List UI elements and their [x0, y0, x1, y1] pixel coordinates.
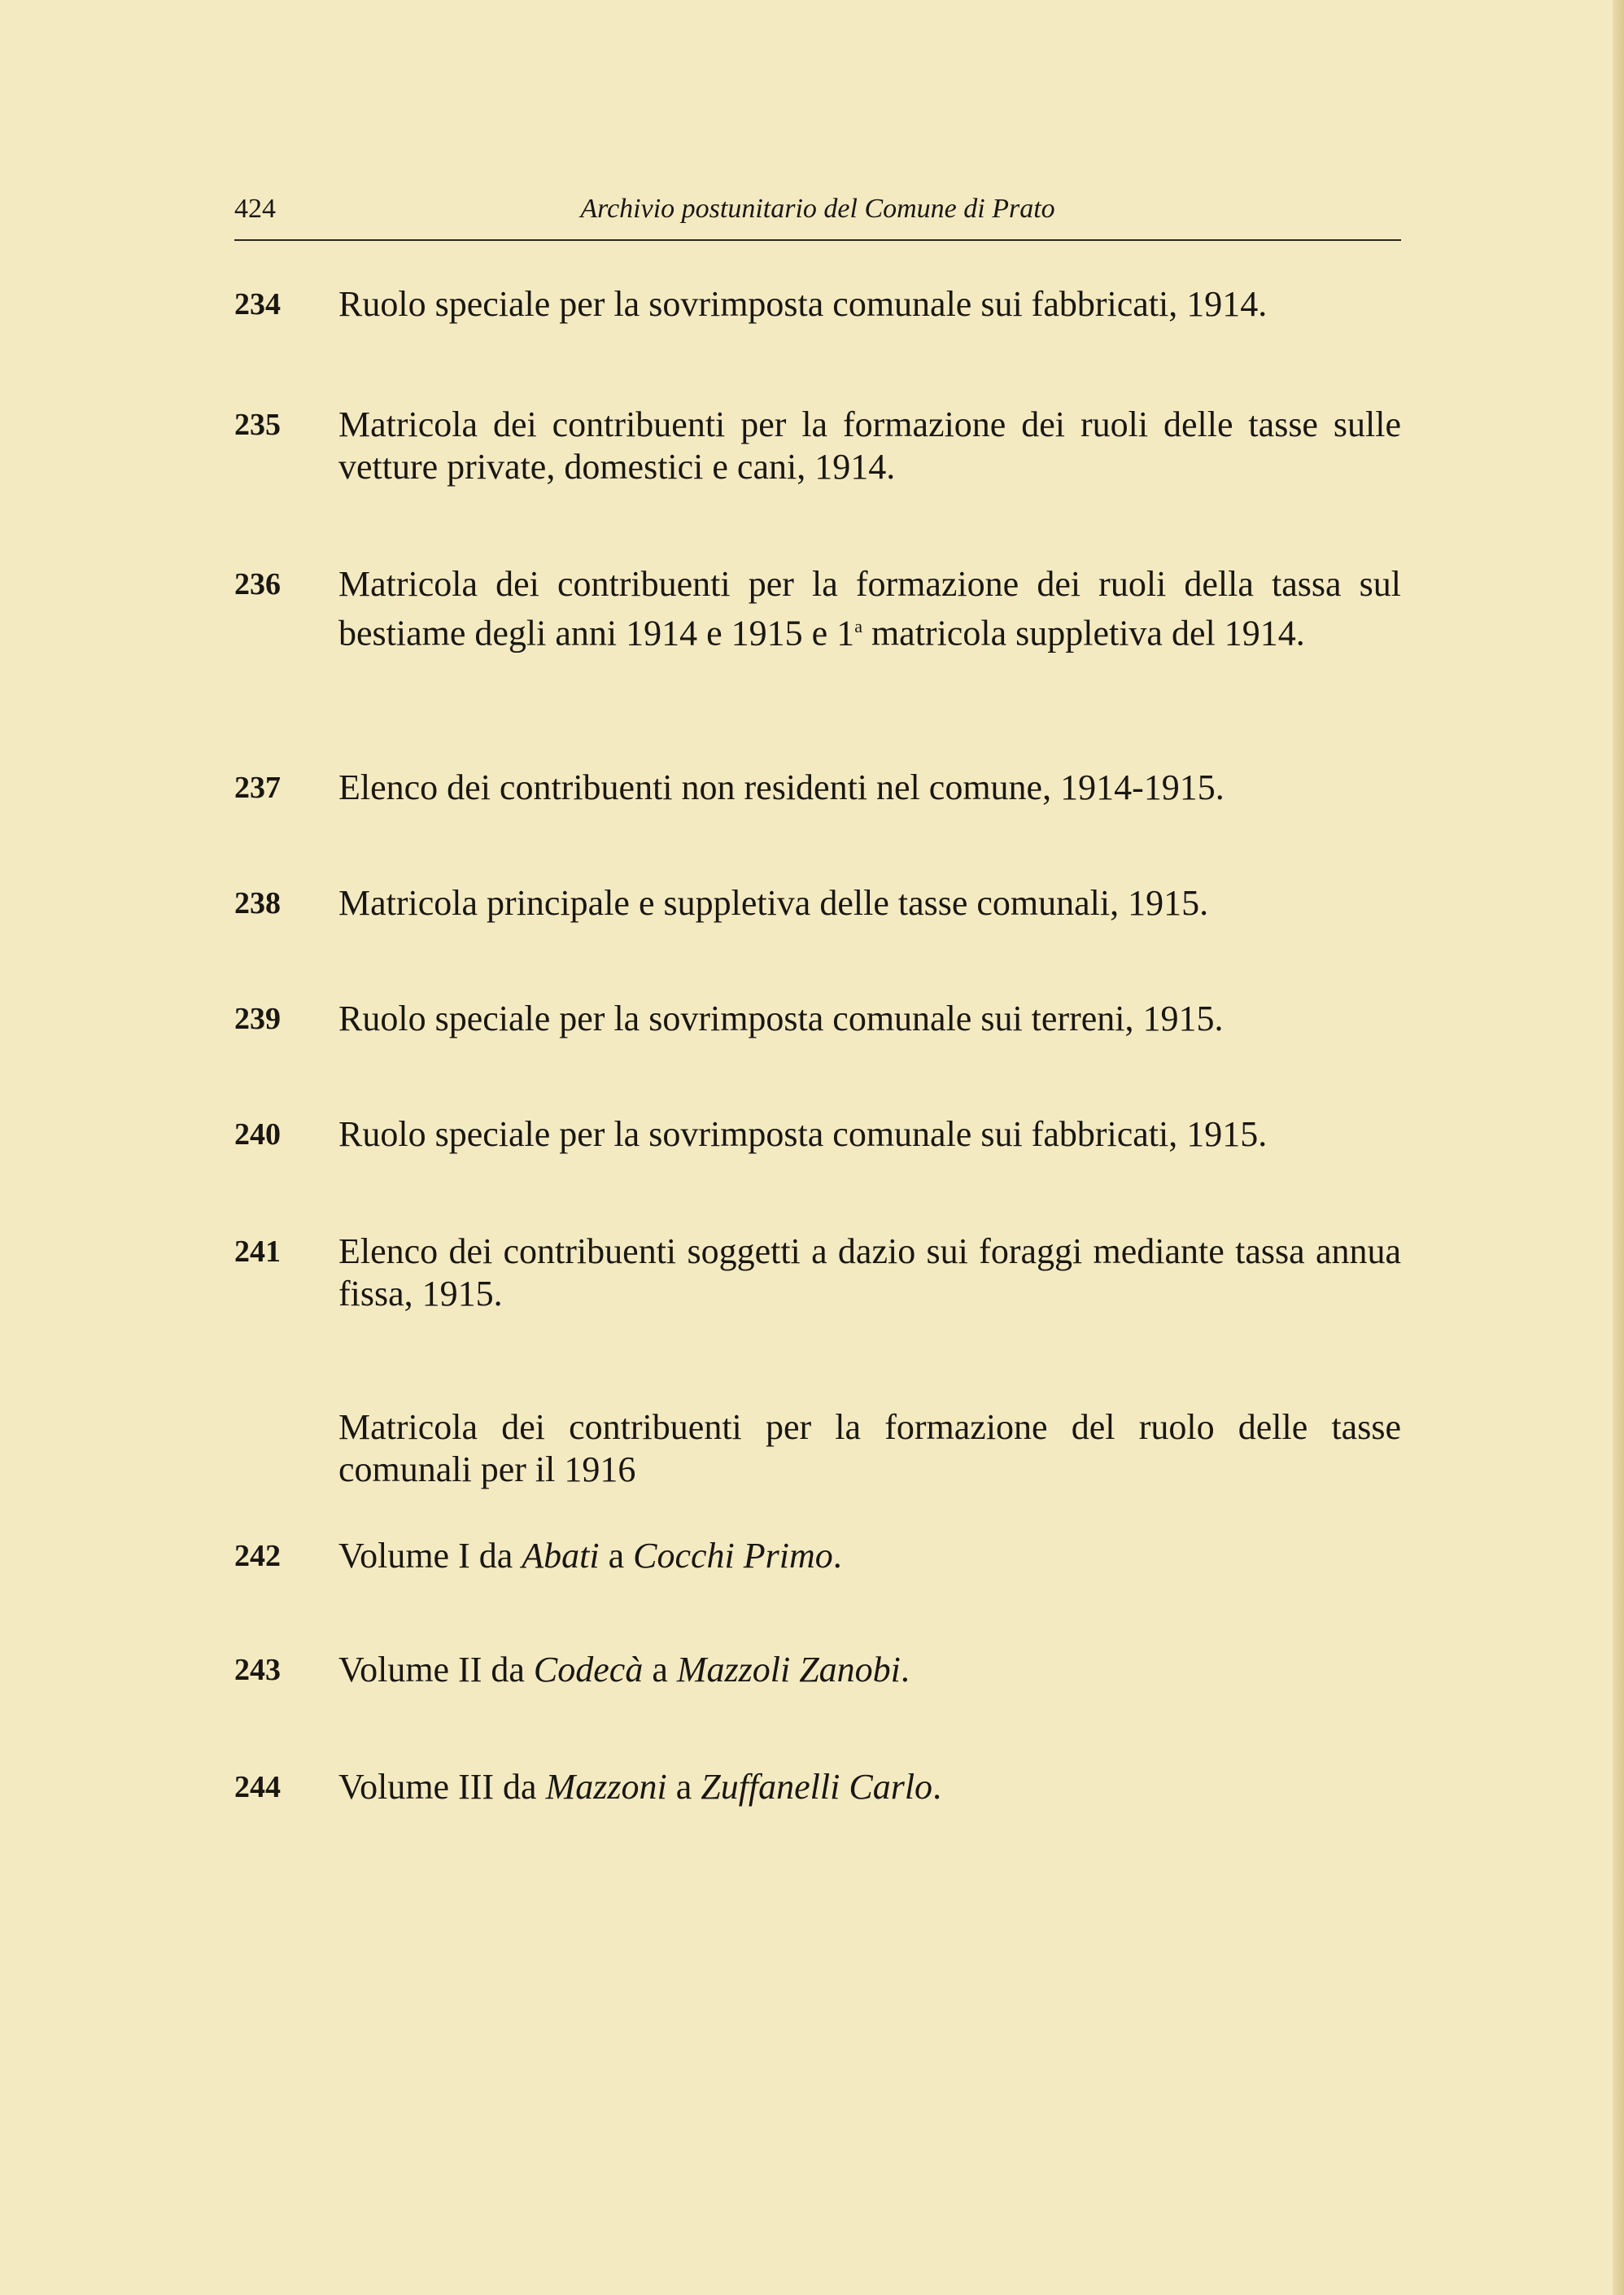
volume-label: Volume II da — [338, 1650, 534, 1690]
entry-number: 237 — [234, 771, 281, 805]
entry-243 — [234, 1649, 1401, 1691]
entry-number: 238 — [234, 886, 281, 920]
entry-text — [338, 563, 1401, 655]
group-heading-text: Matricola dei contribuenti per la formazione del ruolo delle tasse comunali per il 1916 — [338, 1407, 1401, 1489]
entry-text: Matricola dei contribuenti per la formazione dei ruoli delle tasse sulle vetture private, domestici e cani, 1914. — [338, 404, 1401, 487]
header-rule — [234, 239, 1401, 241]
entry-text — [338, 1766, 1401, 1808]
entry-text: Ruolo speciale per la sovrimposta comunale sui terreni, 1915. — [338, 999, 1224, 1038]
period: . — [900, 1650, 910, 1690]
entry-number: 236 — [234, 567, 281, 601]
name-to: Zuffanelli Carlo — [701, 1767, 933, 1807]
entry-text: Ruolo speciale per la sovrimposta comunale sui fabbricati, 1914. — [338, 284, 1268, 324]
superscript: a — [854, 616, 862, 636]
running-title: Archivio postunitario del Comune di Prato — [580, 194, 1055, 224]
entry-text: Matricola principale e suppletiva delle tasse comunali, 1915. — [338, 883, 1209, 923]
entry-number: 244 — [234, 1770, 281, 1804]
period: . — [932, 1767, 942, 1807]
entry-number: 239 — [234, 1002, 281, 1036]
entry-238 — [234, 882, 1401, 925]
entry-text: Elenco dei contribuenti soggetti a dazio sui foraggi mediante tassa annua fissa, 1915. — [338, 1231, 1401, 1314]
group-heading — [234, 1406, 1401, 1491]
entry-241 — [234, 1231, 1401, 1315]
entry-text-part: Matricola dei contribuenti per la formazione dei ruoli della tassa sul bestiame degli anni 1914 e 1915 e 1 — [338, 564, 1401, 654]
entry-number: 235 — [234, 408, 281, 442]
entry-text-part: matricola suppletiva del 1914. — [862, 613, 1305, 654]
entry-235 — [234, 404, 1401, 488]
entry-number: 241 — [234, 1235, 281, 1269]
page-number: 424 — [234, 194, 276, 224]
connector: a — [643, 1650, 677, 1690]
entry-text — [338, 1649, 1401, 1691]
connector: a — [666, 1767, 701, 1807]
volume-label: Volume III da — [338, 1767, 546, 1807]
entry-text: Ruolo speciale per la sovrimposta comunale sui fabbricati, 1915. — [338, 1114, 1268, 1154]
name-from: Mazzoni — [545, 1767, 667, 1807]
entry-text: Elenco dei contribuenti non residenti nel comune, 1914-1915. — [338, 767, 1225, 807]
entry-240 — [234, 1113, 1401, 1156]
name-from: Codecà — [533, 1650, 644, 1690]
entry-239 — [234, 998, 1401, 1040]
entry-242 — [234, 1535, 1401, 1577]
entry-number: 234 — [234, 287, 281, 321]
name-to: Mazzoli Zanobi — [676, 1650, 901, 1690]
entry-number: 240 — [234, 1117, 281, 1152]
volume-label: Volume I da — [338, 1536, 522, 1576]
entry-number: 243 — [234, 1653, 281, 1687]
entry-236 — [234, 563, 1401, 655]
name-from: Abati — [522, 1536, 600, 1576]
connector: a — [599, 1536, 634, 1576]
entry-text — [338, 1535, 1401, 1577]
entry-237 — [234, 767, 1401, 809]
name-to: Cocchi Primo — [633, 1536, 833, 1576]
page-edge — [1613, 0, 1624, 2295]
entry-number: 242 — [234, 1539, 281, 1573]
entry-244 — [234, 1766, 1401, 1808]
entry-234 — [234, 283, 1401, 326]
period: . — [832, 1536, 842, 1576]
